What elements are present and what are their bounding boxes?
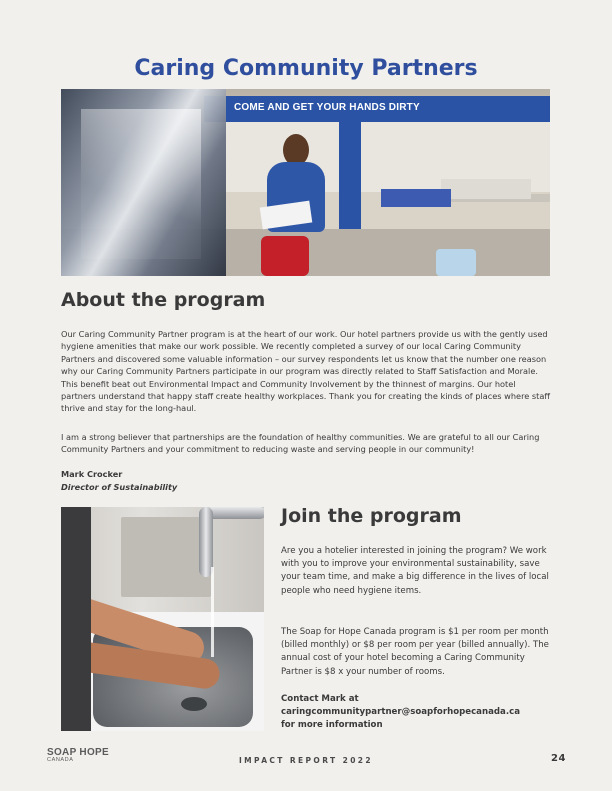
warehouse-banner-text: COME AND GET YOUR HANDS DIRTY [234, 102, 420, 113]
page-number: 24 [551, 753, 567, 764]
contact-block [281, 693, 553, 733]
page-title: Caring Community Partners [134, 56, 478, 81]
report-label: IMPACT REPORT 2022 [238, 756, 374, 765]
join-paragraph-2: The Soap for Hope Canada program is $1 per room per month (billed monthly) or $8 per room per year (billed annually). The annual cost of your hotel becoming a Caring Community Partner is $8 x your number of rooms. [281, 627, 549, 677]
contact-email[interactable]: caringcommunitypartner@soapforhopecanada.ca [281, 707, 520, 718]
join-paragraph-1: Are you a hotelier interested in joining the program? We work with you to improve your environmental sustainability, save your team time, and make a big difference in the lives of local people who need hygiene items. [281, 546, 549, 596]
volunteer-figure [261, 134, 331, 276]
handwashing-photo [61, 507, 264, 731]
contact-line-1: Contact Mark at [281, 694, 359, 704]
logo-line-2: CANADA [47, 757, 74, 763]
logo-line-1: SOAP HOPE [47, 747, 109, 758]
about-paragraph-1: Our Caring Community Partner program is at the heart of our work. Our hotel partners provide us with the gently used hygiene amenities that make our work possible. We recently completed a survey of our local Caring Community Partners and discovered some valuable information – our survey respondents let us know that the number one reason why our Caring Community Partners participate in our program was directly related to Staff Satisfaction and Morale. This benefit beat out Environmental Impact and Community Involvement by the thinnest of margins. Our hotel partners understand that happy staff create healthy workplaces. Thank you for creating the kinds of places where staff thrive and stay for the long-haul. [61, 329, 551, 414]
contact-line-3: for more information [281, 720, 383, 731]
join-heading: Join the program [281, 505, 462, 527]
warehouse-banner [204, 96, 550, 122]
signature-name: Mark Crocker [61, 469, 123, 479]
signature-role: Director of Sustainability [61, 482, 178, 492]
warehouse-volunteer-photo [61, 89, 550, 276]
about-heading: About the program [61, 289, 266, 311]
about-paragraph-2: I am a strong believer that partnerships are the foundation of healthy communities. We are grateful to all our Caring Community Partners and your commitment to reducing waste and serving people in our community! [61, 432, 540, 455]
